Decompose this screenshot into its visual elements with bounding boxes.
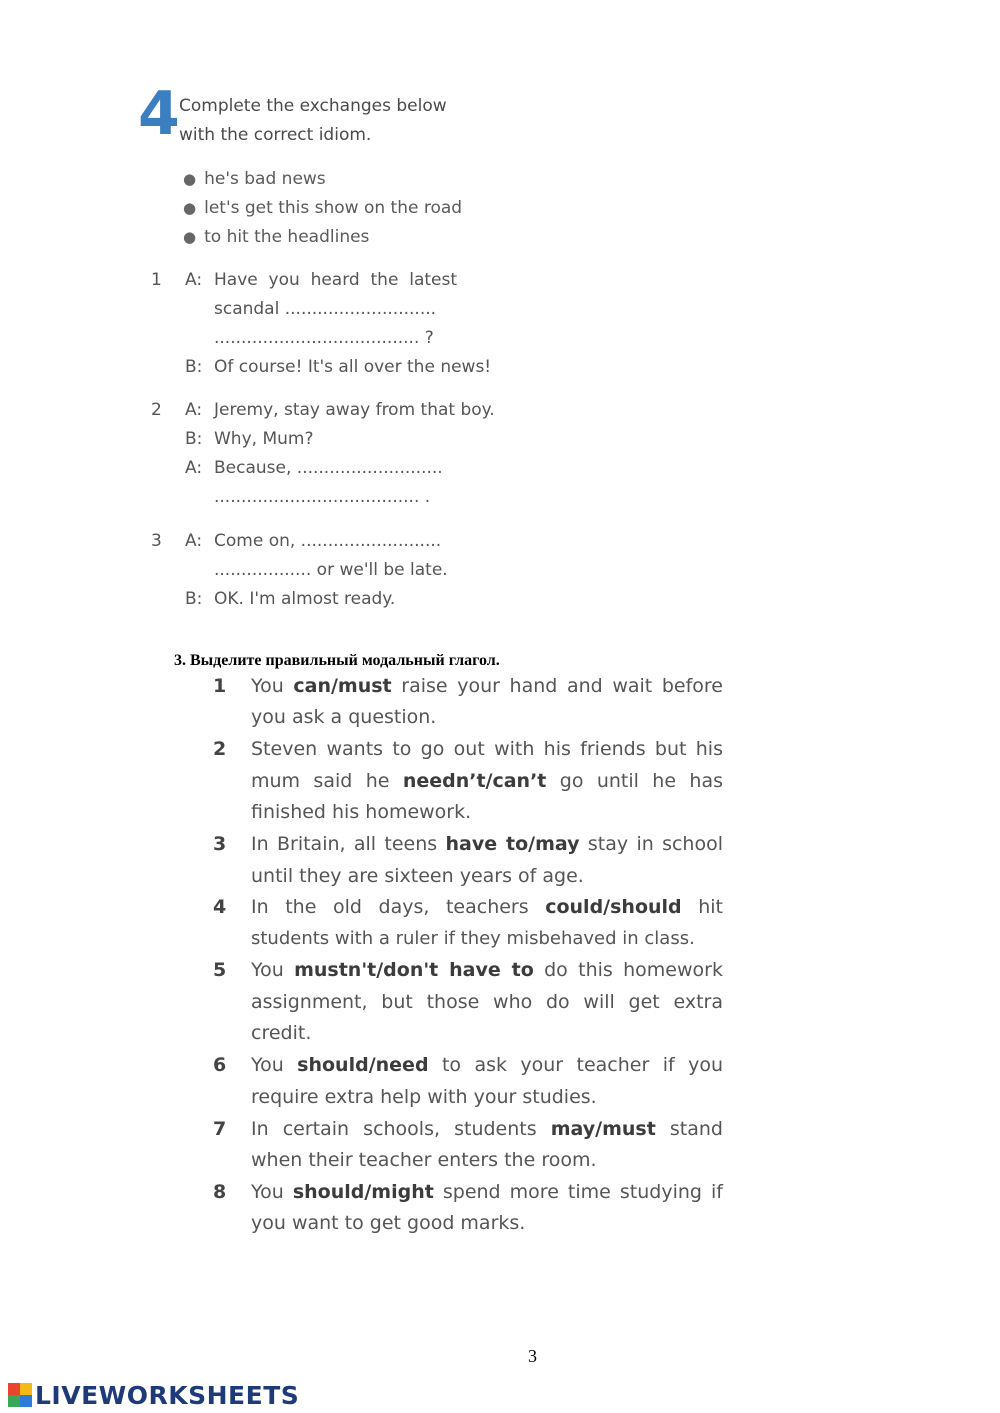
item-sentence-continued: when their teacher enters the room.: [251, 1149, 597, 1171]
speaker-label: A:: [185, 400, 203, 420]
page-number: 3: [528, 1346, 537, 1366]
item-sentence-continued: credit.: [251, 1022, 312, 1044]
section-heading: 3. Выделите правильный модальный глагол.: [174, 652, 500, 669]
item-sentence-continued: assignment, but those who do will get extra: [251, 991, 723, 1013]
logo-mark-icon: [8, 1383, 32, 1407]
modal-choice[interactable]: may/must: [550, 1118, 656, 1140]
item-sentence: You can/must raise your hand and wait before: [251, 675, 723, 697]
speaker-label: A:: [185, 270, 203, 290]
speaker-label: A:: [185, 458, 203, 478]
item-number: 7: [213, 1118, 227, 1140]
answer-blank-line[interactable]: .................. or we'll be late.: [214, 560, 448, 580]
idiom-list-item: ● he's bad news: [183, 169, 326, 189]
answer-blank-line[interactable]: Because, ...........................: [214, 458, 443, 478]
speaker-label: B:: [185, 589, 203, 609]
exchange-number: 3: [151, 531, 162, 551]
item-sentence: You should/might spend more time studying if: [251, 1181, 724, 1203]
item-sentence: In Britain, all teens have to/may stay in school: [251, 833, 724, 855]
item-sentence-continued: students with a ruler if they misbehaved in class.: [251, 928, 695, 949]
dialogue-line: Jeremy, stay away from that boy.: [214, 400, 495, 420]
speaker-label: B:: [185, 357, 203, 377]
logo-text: LIVEWORKSHEETS: [35, 1380, 300, 1410]
item-sentence: In certain schools, students may/must stand: [251, 1118, 723, 1140]
item-number: 3: [213, 833, 227, 855]
modal-choice[interactable]: should/might: [292, 1181, 434, 1203]
exercise-number: 4: [138, 79, 180, 149]
idiom-list-item: ● let's get this show on the road: [183, 198, 463, 218]
item-number: 6: [213, 1054, 227, 1076]
item-sentence: You should/need to ask your teacher if you: [251, 1054, 723, 1076]
modal-choice[interactable]: should/need: [297, 1054, 429, 1076]
item-number: 4: [213, 896, 227, 918]
answer-blank-line[interactable]: ...................................... .: [214, 487, 431, 507]
bullet-icon: ●: [183, 199, 197, 217]
exercise-instruction-line-2: with the correct idiom.: [179, 125, 372, 145]
modal-choice[interactable]: could/should: [545, 896, 682, 918]
item-sentence-continued: you ask a question.: [251, 706, 437, 728]
item-sentence-continued: you want to get good marks.: [251, 1212, 526, 1234]
modal-choice[interactable]: needn’t/can’t: [402, 770, 547, 792]
modal-choice[interactable]: have to/may: [445, 833, 580, 855]
item-number: 8: [213, 1181, 227, 1203]
exchange-number: 2: [151, 400, 162, 420]
idiom-list-item: ● to hit the headlines: [183, 227, 370, 247]
liveworksheets-logo[interactable]: [8, 1381, 299, 1409]
modal-choice[interactable]: can/must: [293, 675, 392, 697]
item-sentence-continued: finished his homework.: [251, 801, 472, 823]
item-sentence: Steven wants to go out with his friends but his: [251, 738, 723, 760]
speaker-label: A:: [185, 531, 203, 551]
bullet-icon: ●: [183, 170, 197, 188]
answer-blank-line[interactable]: Come on, ..........................: [214, 531, 442, 551]
bullet-icon: ●: [183, 228, 197, 246]
modal-choice[interactable]: mustn't/don't have to: [294, 959, 534, 981]
item-number: 5: [213, 959, 227, 981]
dialogue-line: Have you heard the latest: [214, 270, 458, 290]
item-sentence: You mustn't/don't have to do this homework: [251, 959, 723, 981]
item-sentence: In the old days, teachers could/should hit: [251, 896, 724, 918]
item-sentence-continued: mum said he needn’t/can’t go until he has: [251, 770, 723, 792]
item-number: 2: [213, 738, 227, 760]
answer-blank-line[interactable]: ...................................... ?: [214, 328, 434, 348]
item-sentence-continued: until they are sixteen years of age.: [251, 865, 584, 887]
dialogue-line: Of course! It's all over the news!: [214, 357, 492, 377]
exercise-instruction-line-1: Complete the exchanges below: [179, 96, 447, 116]
speaker-label: B:: [185, 429, 203, 449]
item-number: 1: [213, 675, 227, 697]
answer-blank-line[interactable]: scandal ............................: [214, 299, 437, 319]
item-sentence-continued: require extra help with your studies.: [251, 1086, 597, 1108]
dialogue-line: OK. I'm almost ready.: [214, 589, 396, 609]
dialogue-line: Why, Mum?: [214, 429, 314, 449]
exchange-number: 1: [151, 270, 162, 290]
